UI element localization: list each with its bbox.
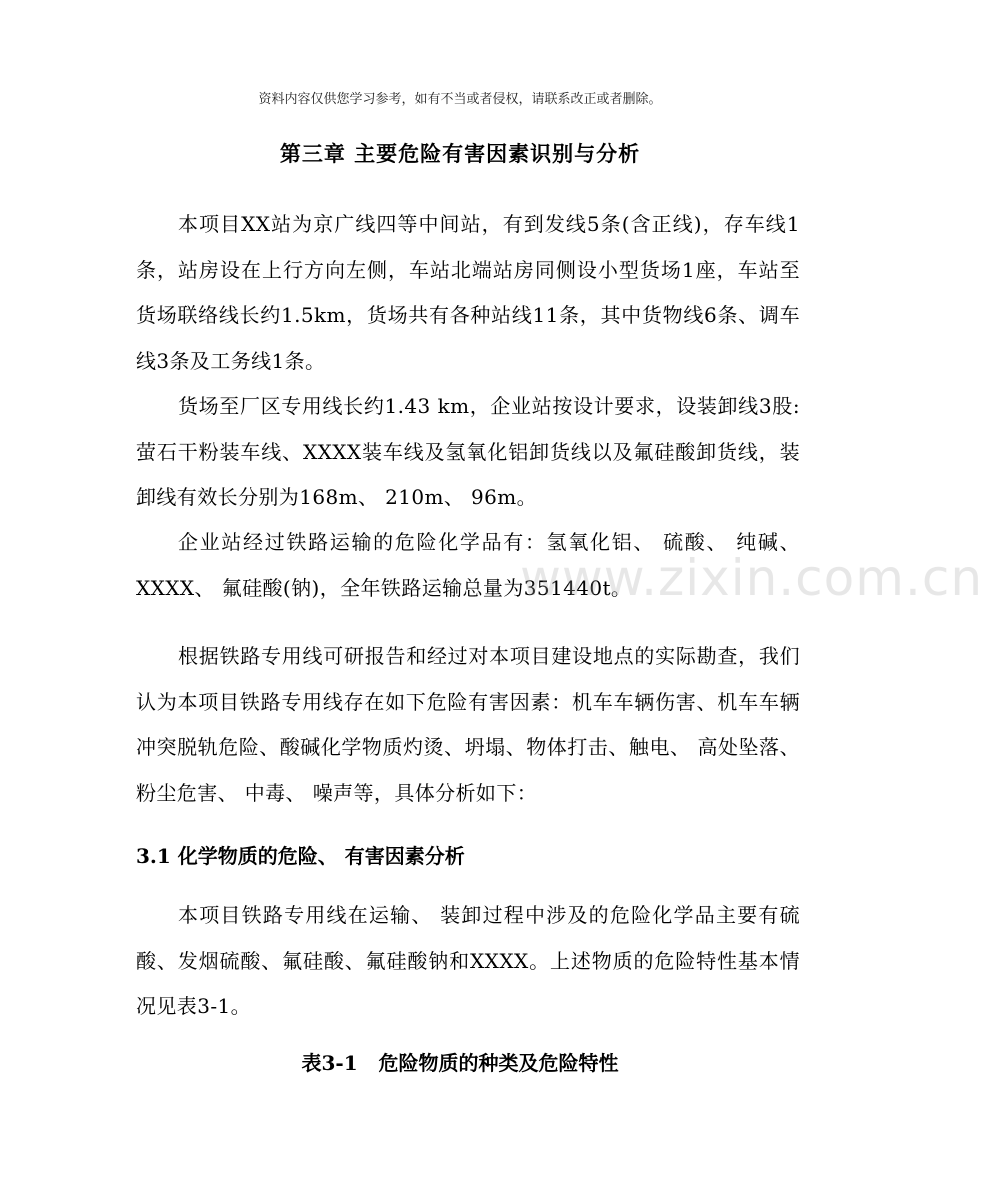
paragraph-dedicated-line: 货场至厂区专用线长约1.43 km，企业站按设计要求，设装卸线3股:萤石干粉装车线、XXXX装车线及氢氧化铝卸货线以及氟硅酸卸货线，装卸线有效长分别为168m、 210m、 96m。 bbox=[136, 394, 800, 509]
chapter-title: 第三章 主要危险有害因素识别与分析 bbox=[279, 141, 641, 166]
paragraph-station-overview: 本项目XX站为京广线四等中间站，有到发线5条(含正线)，存车线1条，站房设在上行方向左侧，车站北端站房同侧设小型货场1座，车站至货场联络线长约1.5km，货场共有各种站线11条，其中货物线6条、调车线3条及工务线1条。 bbox=[136, 212, 800, 373]
paragraph-hazard-factors: 根据铁路专用线可研报告和经过对本项目建设地点的实际勘查，我们认为本项目铁路专用线存在如下危险有害因素：机车车辆伤害、机车车辆冲突脱轨危险、酸碱化学物质灼烫、坍塌、物体打击、触电、 高处坠落、 粉尘危害、 中毒、 噪声等，具体分析如下： bbox=[136, 644, 800, 805]
section-title: 3.1 化学物质的危险、 有害因素分析 bbox=[136, 844, 465, 868]
site-watermark: www.zixin.com.cn bbox=[520, 549, 983, 607]
table-caption: 表3-1 危险物质的种类及危险特性 bbox=[301, 1051, 619, 1075]
paragraph-hazardous-chemicals: 企业站经过铁路运输的危险化学品有：氢氧化铝、 硫酸、 纯碱、 XXXX、 氟硅酸(钠)，全年铁路运输总量为351440t。 bbox=[136, 530, 800, 600]
header-disclaimer: 资料内容仅供您学习参考，如有不当或者侵权，请联系改正或者删除。 bbox=[258, 92, 662, 107]
paragraph-section-intro: 本项目铁路专用线在运输、 装卸过程中涉及的危险化学品主要有硫酸、发烟硫酸、氟硅酸、氟硅酸钠和XXXX。上述物质的危险特性基本情况见表3-1。 bbox=[136, 903, 800, 1018]
